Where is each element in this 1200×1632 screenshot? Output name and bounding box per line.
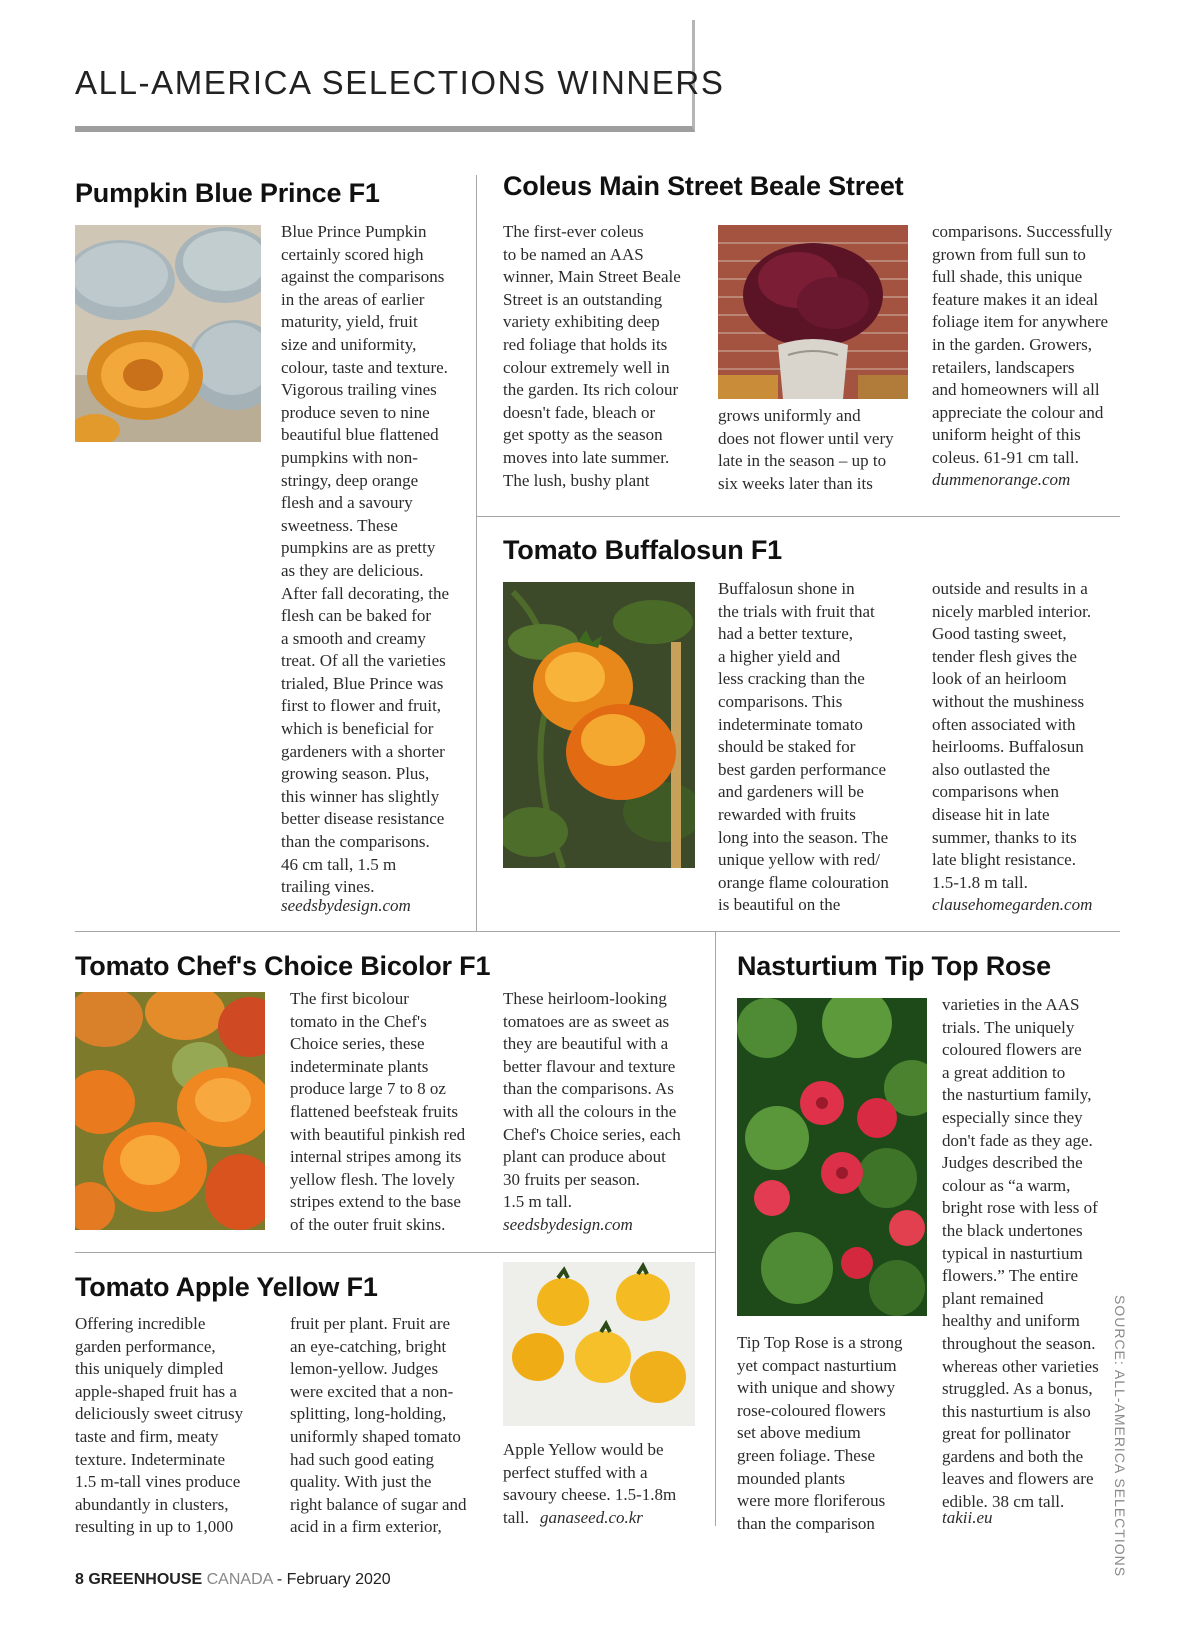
pumpkin-photo xyxy=(75,225,261,442)
apple-yellow-body-col3: Apple Yellow would be perfect stuffed with a savoury cheese. 1.5-1.8m tall. xyxy=(503,1440,677,1527)
nasturtium-photo xyxy=(737,998,927,1316)
nasturtium-body-col1: Tip Top Rose is a strong yet compact nasturtium with unique and showy rose-coloured flowers set above medium green foliage. These mounded plants were more floriferous than the comparison xyxy=(737,1333,903,1533)
apple-yellow-photo xyxy=(503,1262,695,1426)
chefs-choice-title: Tomato Chef's Choice Bicolor F1 xyxy=(75,951,491,981)
pumpkin-url[interactable]: seedsbydesign.com xyxy=(281,896,411,915)
coleus-photo xyxy=(718,225,908,399)
divider-vertical-top xyxy=(476,175,477,932)
apple-yellow-body-col1: Offering incredible garden performance, this uniquely dimpled apple-shaped fruit has a deliciously sweet citrusy taste and firm, meaty texture. Indeterminate 1.5 m-tall vines produce abundantly in clusters, resulting in up to 1,000 xyxy=(75,1314,244,1537)
nasturtium-title: Nasturtium Tip Top Rose xyxy=(737,951,1051,981)
buffalosun-url[interactable]: clausehomegarden.com xyxy=(932,895,1093,914)
nasturtium-body-col2: varieties in the AAS trials. The uniquely coloured flowers are a great addition to the nasturtium family, especially since they don't fade as they age. Judges described the colour as “a warm, bright rose with less of the black undertones typical in nasturtium flowers.” The entire plant remained healthy and uniform throughout the season. whereas other varieties struggled. As a bonus, this nasturtium is also great for pollinator gardens and both the leaves and flowers are edible. 38 cm tall. xyxy=(942,995,1099,1512)
chefs-choice-body-col1: The first bicolour tomato in the Chef's Choice series, these indeterminate plants produce large 7 to 8 oz flattened beefsteak fruits with beautiful pinkish red internal stripes among its yellow flesh. The lovely stripes extend to the base of the outer fruit skins. xyxy=(290,989,466,1234)
buffalosun-body-col1: Buffalosun shone in the trials with fruit that had a better texture, a higher yield and less cracking than the comparisons. This indeterminate tomato should be staked for best garden performance and gardeners will be rewarded with fruits long into the season. The unique yellow with red/ orange flame colouration is beautiful on the xyxy=(718,579,889,915)
pumpkin-title: Pumpkin Blue Prince F1 xyxy=(75,178,380,208)
divider-vertical-bottom xyxy=(715,931,716,1526)
divider-middle xyxy=(75,931,1120,932)
nasturtium-url[interactable]: takii.eu xyxy=(942,1508,993,1527)
chefs-choice-body-col2: These heirloom-looking tomatoes are as sweet as they are beautiful with a better flavour and texture than the comparisons. As with all the colours in the Chef's Choice series, each plant can produce about 30 fruits per season. 1.5 m tall. xyxy=(503,989,681,1212)
coleus-body-col1: The first-ever coleus to be named an AAS winner, Main Street Beale Street is an outstanding variety exhibiting deep red foliage that holds its colour extremely well in the garden. Its rich colour doesn't fade, bleach or get spotty as the season moves into late summer. The lush, bushy plant xyxy=(503,222,681,490)
coleus-body-col3: comparisons. Successfully grown from full sun to full shade, this unique feature makes it an ideal foliage item for anywhere in the garden. Growers, retailers, landscapers and homeowners will all appreciate the colour and uniform height of this coleus. 61-91 cm tall. xyxy=(932,222,1113,467)
coleus-title: Coleus Main Street Beale Street xyxy=(503,171,904,201)
buffalosun-title: Tomato Buffalosun F1 xyxy=(503,535,782,565)
chefs-choice-photo xyxy=(75,992,265,1230)
divider-chefs-apple xyxy=(75,1252,715,1253)
footer-brand-secondary: CANADA xyxy=(206,1571,273,1588)
buffalosun-photo xyxy=(503,582,695,868)
coleus-body-col2: grows uniformly and does not flower until very late in the season – up to six weeks later than its xyxy=(718,406,894,493)
footer-page-number: 8 xyxy=(75,1571,84,1588)
divider-coleus-buffalosun xyxy=(476,516,1120,517)
footer-date: - February 2020 xyxy=(276,1571,391,1588)
apple-yellow-title: Tomato Apple Yellow F1 xyxy=(75,1272,378,1302)
coleus-url[interactable]: dummenorange.com xyxy=(932,470,1071,489)
apple-yellow-url[interactable]: ganaseed.co.kr xyxy=(540,1508,643,1527)
source-credit: SOURCE: ALL-AMERICA SELECTIONS xyxy=(1112,1295,1128,1578)
apple-yellow-body-col2: fruit per plant. Fruit are an eye-catching, bright lemon-yellow. Judges were excited that a non- splitting, long-holding, uniformly shaped tomato had such good eating quality. With just the right balance of sugar and acid in a firm exterior, xyxy=(290,1314,467,1537)
footer-brand: GREENHOUSE xyxy=(88,1571,203,1588)
chefs-choice-url[interactable]: seedsbydesign.com xyxy=(503,1215,633,1234)
page-title: ALL-AMERICA SELECTIONS WINNERS xyxy=(75,64,725,101)
buffalosun-body-col2: outside and results in a nicely marbled interior. Good tasting sweet, tender flesh gives the look of an heirloom without the mushiness often associated with heirlooms. Buffalosun also outlasted the comparisons when disease hit in late summer, thanks to its late blight resistance. 1.5-1.8 m tall. xyxy=(932,579,1092,892)
page-footer xyxy=(75,1571,391,1589)
pumpkin-body: Blue Prince Pumpkin certainly scored high against the comparisons in the areas of earlier maturity, yield, fruit size and uniformity, colour, taste and texture. Vigorous trailing vines produce seven to nine beautiful blue flattened pumpkins with non- stringy, deep orange flesh and a savoury sweetness. These pumpkins are as pretty as they are delicious. After fall decorating, the flesh can be baked for a smooth and creamy treat. Of all the varieties trialed, Blue Prince was first to flower and fruit, which is beneficial for gardeners with a shorter growing season. Plus, this winner has slightly better disease resistance than the comparisons. 46 cm tall, 1.5 m trailing vines. xyxy=(281,222,450,897)
